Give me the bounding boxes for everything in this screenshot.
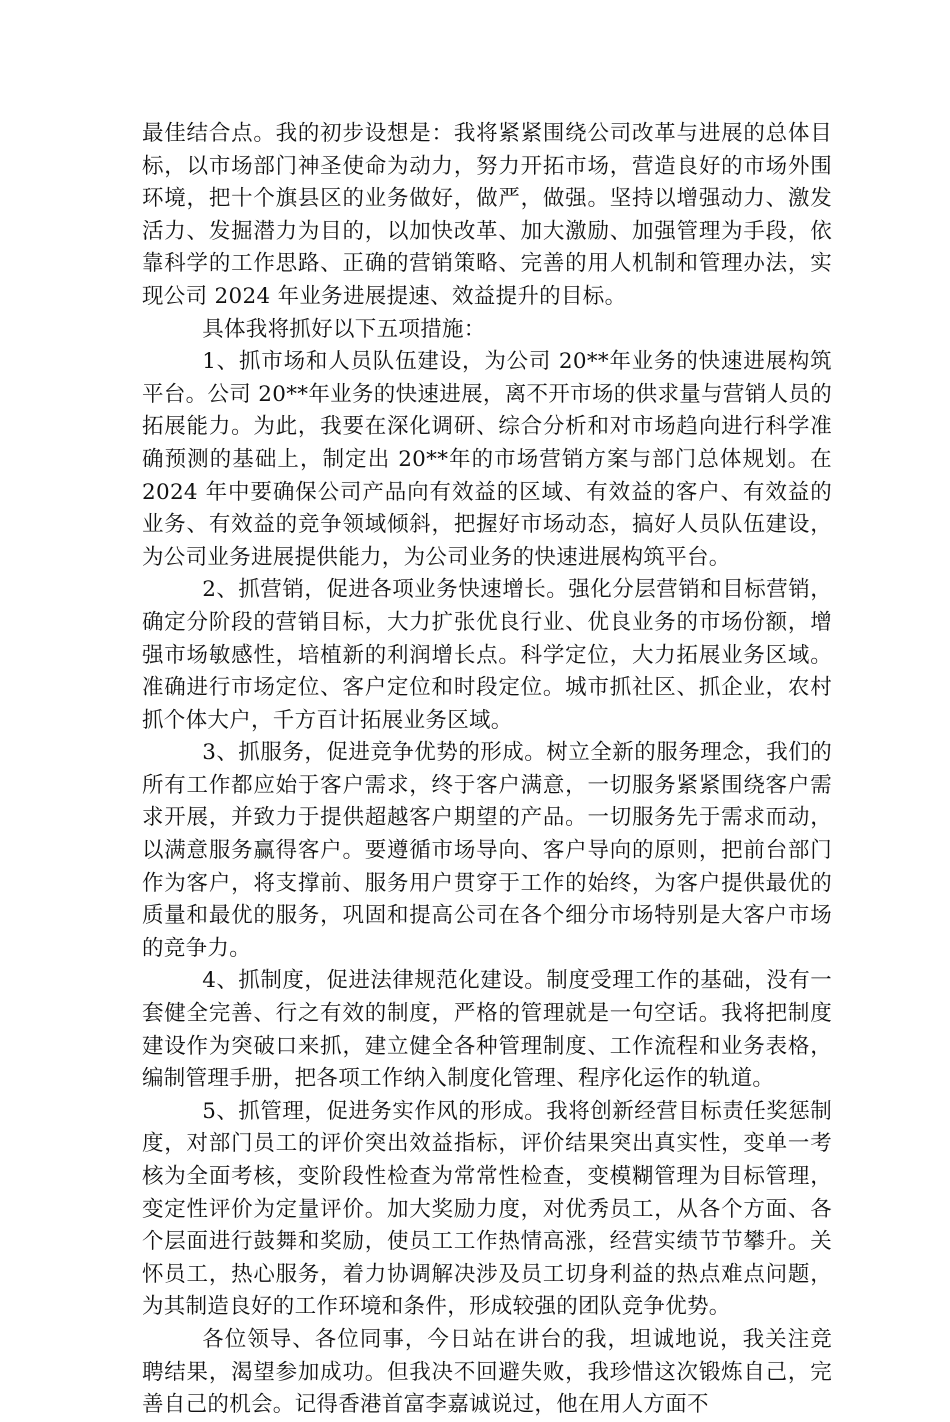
paragraph-measure-3: 3、抓服务，促进竞争优势的形成。树立全新的服务理念，我们的所有工作都应始于客户需求，终于客户满意，一切服务紧紧围绕客户需求开展，并致力于提供超越客户期望的产品。一切服务先于需求而动，以满意服务赢得客户。要遵循市场导向、客户导向的原则，把前台部门作为客户，将支撑前、服务用户贯穿于工作的始终，为客户提供最优的质量和最优的服务，巩固和提高公司在各个细分市场特别是大客户市场的竞争力。 [142,740,832,961]
paragraph-continuation: 最佳结合点。我的初步设想是：我将紧紧围绕公司改革与进展的总体目标，以市场部门神圣使命为动力，努力开拓市场，营造良好的市场外围环境，把十个旗县区的业务做好，做严，做强。坚持以增强动力、激发活力、发掘潜力为目的，以加快改革、加大激励、加强管理为手段，依靠科学的工作思路、正确的营销策略、完善的用人机制和管理办法，实现公司 2024 年业务进展提速、效益提升的目标。 [142,121,832,309]
paragraph-closing: 各位领导、各位同事，今日站在讲台的我，坦诚地说，我关注竞聘结果，渴望参加成功。但我决不回避失败，我珍惜这次锻炼自己，完善自己的机会。记得香港首富李嘉诚说过，他在用人方面不 [142,1326,832,1418]
paragraph-measure-4: 4、抓制度，促进法律规范化建设。制度受理工作的基础，没有一套健全完善、行之有效的制度，严格的管理就是一句空话。我将把制度建设作为突破口来抓，建立健全各种管理制度、工作流程和业务表格，编制管理手册，把各项工作纳入制度化管理、程序化运作的轨道。 [142,968,832,1092]
paragraph-measure-5: 5、抓管理，促进务实作风的形成。我将创新经营目标责任奖惩制度，对部门员工的评价突出效益指标，评价结果突出真实性，变单一考核为全面考核，变阶段性检查为常常性检查，变模糊管理为目标管理，变定性评价为定量评价。加大奖励力度，对优秀员工，从各个方面、各个层面进行鼓舞和奖励，使员工工作热情高涨，经营实绩节节攀升。关怀员工，热心服务，着力协调解决涉及员工切身利益的热点难点问题，为其制造良好的工作环境和条件，形成较强的团队竞争优势。 [142,1098,832,1320]
paragraph-measure-1: 1、抓市场和人员队伍建设，为公司 20**年业务的快速进展构筑平台。公司 20**年业务的快速进展，离不开市场的供求量与营销人员的拓展能力。为此，我要在深化调研、综合分析和对市场趋向进行科学准确预测的基础上，制定出 20**年的市场营销方案与部门总体规划。在 2024 年中要确保公司产品向有效益的区域、有效益的客户、有效益的业务、有效益的竞争领域倾斜，把握好市场动态，搞好人员队伍建设，为公司业务进展提供能力，为公司业务的快速进展构筑平台。 [142,349,832,570]
paragraph-measure-2: 2、抓营销，促进各项业务快速增长。强化分层营销和目标营销，确定分阶段的营销目标，大力扩张优良行业、优良业务的市场份额，增强市场敏感性，培植新的利润增长点。科学定位，大力拓展业务区域。准确进行市场定位、客户定位和时段定位。城市抓社区、抓企业，农村抓个体大户，千方百计拓展业务区域。 [142,577,832,733]
document-body [142,118,832,1422]
paragraph-measures-intro: 具体我将抓好以下五项措施： [202,316,486,342]
